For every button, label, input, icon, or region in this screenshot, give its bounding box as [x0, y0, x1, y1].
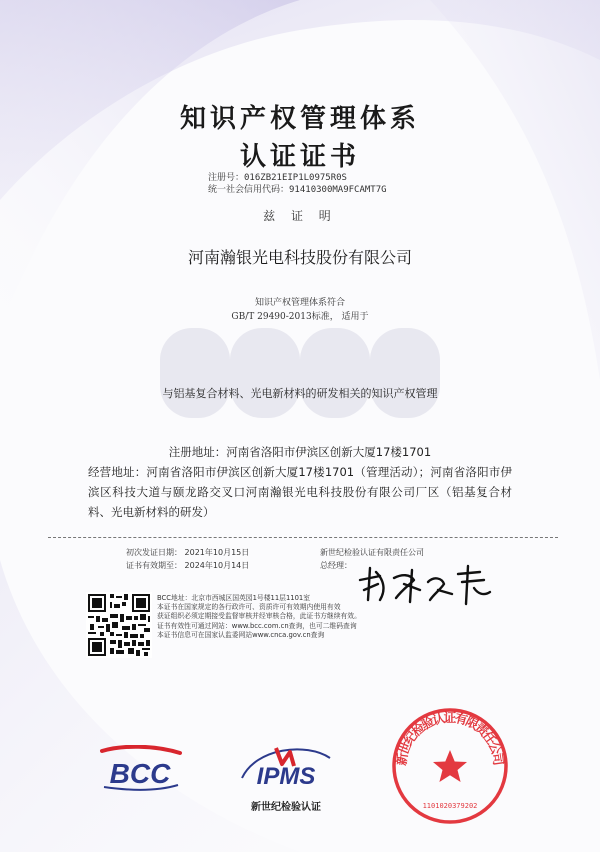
- signatory-label: 总经理：: [320, 561, 352, 570]
- ipms-logo: [236, 738, 336, 796]
- registration-block: [208, 172, 387, 196]
- certification-scope: 与铝基复合材料、光电新材料的研发相关的知识产权管理: [162, 387, 438, 400]
- divider: [48, 537, 558, 538]
- dates-block: [126, 546, 249, 572]
- seal-text: 新世纪检验认证有限责任公司: [393, 709, 507, 767]
- credit-code: 91410300MA9FCAMT7G: [289, 185, 387, 195]
- credit-code-label: 统一社会信用代码：: [208, 185, 290, 195]
- ipms-logo-text: IPMS: [256, 763, 316, 790]
- bcc-logo: [92, 745, 188, 791]
- certify-text: 兹 证 明: [263, 209, 337, 223]
- notes-block: [157, 594, 361, 640]
- note-line: BCC地址：北京市西城区国英园1号楼11层1101室: [157, 594, 311, 602]
- handwritten-signature: [350, 560, 500, 608]
- credit-code-line: [208, 184, 387, 196]
- registration-label: 注册号：: [208, 173, 245, 183]
- first-issue-date: 初次发证日期： 2021年10月15日: [126, 548, 250, 557]
- qr-code[interactable]: [86, 592, 152, 658]
- certificate-title-line1: 知识产权管理体系: [179, 104, 420, 134]
- certificate-title-line2: 认证证书: [239, 142, 360, 172]
- business-address: 经营地址：河南省洛阳市伊滨区创新大厦17楼1701（管理活动）；河南省洛阳市伊滨区科技大道与颐龙路交叉口河南瀚银光电科技股份有限公司厂区（铝基复合材料、光电新材料的研发）: [88, 465, 512, 519]
- conformity-line2: GB/T 29490-2013标准， 适用于: [231, 312, 369, 322]
- note-line: 本证书在国家规定的各行政许可、资质许可有效期内使用有效: [157, 603, 341, 612]
- ipms-caption: 新世纪检验认证: [251, 802, 321, 813]
- seal-number: 1101020379202: [422, 802, 478, 810]
- registered-address: 注册地址：河南省洛阳市伊滨区创新大厦17楼1701: [168, 445, 432, 459]
- note-line: 本证书信息可在国家认监委网站www.cnca.gov.cn查询: [157, 630, 325, 639]
- watermark-logo: [160, 328, 440, 418]
- official-seal: [390, 706, 510, 826]
- registration-number: 016ZB21EIP1L0975R0S: [244, 173, 347, 183]
- company-name: 河南瀚银光电科技股份有限公司: [187, 248, 412, 267]
- expiry-date: 证书有效期至： 2024年10月14日: [126, 561, 250, 570]
- note-line: 获证组织必须定期接受监督审核并经审核合格，此证书方继续有效。: [157, 612, 361, 621]
- registration-line: [208, 172, 387, 184]
- bcc-logo-text: BCC: [109, 758, 171, 789]
- note-line: 证书有效性可通过网站：www.bcc.com.cn查询，也可二维码查询: [157, 621, 357, 630]
- star-icon: [433, 750, 467, 782]
- conformity-line1: 知识产权管理体系符合: [254, 298, 345, 308]
- issuer-name: 新世纪检验认证有限责任公司: [320, 548, 424, 557]
